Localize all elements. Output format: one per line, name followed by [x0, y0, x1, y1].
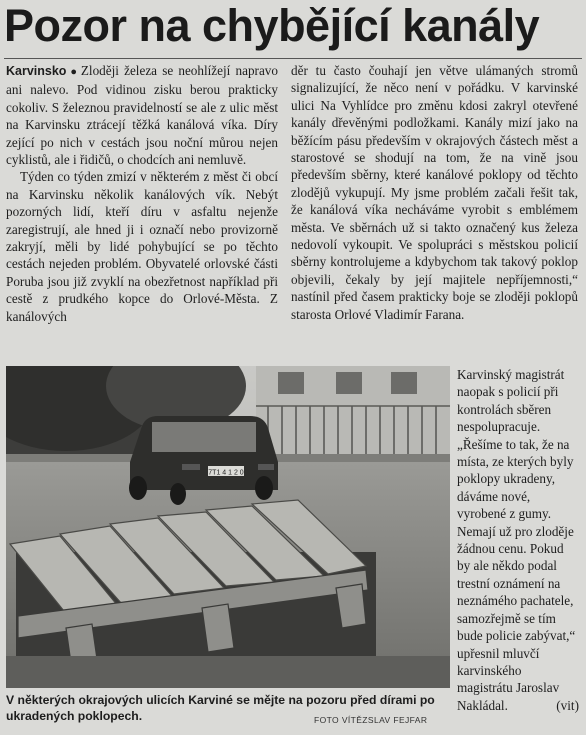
column-1	[6, 62, 278, 362]
paragraph-1-text: Zloději železa se neohlížejí napravo ani nalevo. Pod vidinou zisku berou prakticky cokoliv. S železnou pravidelností se ale z ulic měst na Karvinsku ztrácejí těžká kanálová víka. Díry zející po nich v cestách jsou noční můrou nejen cyklistů, ale i řidičů, o chodcích ani nemluvě.	[6, 63, 278, 168]
paragraph-1	[6, 62, 278, 168]
paragraph-2: Týden co týden zmizí v některém z měst či obcí na Karvinsku několik kanálových vík. Nebýt pozorných lidí, kteří díru v asfaltu nejenže zaregistrují, ale hned ji i označí nebo provizorně zakryjí, měli by lidé pohybující se po těchto cestách nejeden problém. Obyvatelé orlovské části Poruba jsou již zvyklí na obezřetnost například při cestě z prudkého kopce do Orlové-Města. Z kanálových	[6, 169, 278, 324]
author-tag: (vit)	[556, 697, 579, 713]
column-2	[291, 62, 578, 368]
column-3	[457, 366, 579, 734]
news-photo	[6, 366, 450, 688]
headline-rule	[4, 58, 582, 59]
photo-credit: FOTO VÍTĚZSLAV FEJFAR	[314, 715, 428, 725]
license-plate: 7T1 4 1 2 0	[208, 469, 244, 477]
paragraph-4: Karvinský magistrát naopak s policií při kontrolách sběren nespolupracuje. „Řešíme to tak, že na místa, ze kterých byly poklopy ukradeny, dáváme nové, vyrobené z gumy. Nemají už pro zloděje žádnou cenu. Pokud by ale někdo podal trestní oznámení na neznámého pachatele, samozřejmě se tím bude policie zabývat,“ upřesnil mluvčí karvinského magistrátu Jaroslav Nakládal.	[457, 367, 576, 713]
paragraph-3: děr tu často čouhají jen větve ulámaných stromů signalizující, že něco není v pořádku. V karvinské ulici Na Vyhlídce pro změnu kdosi zakryl otevřené kanály dřevěnými podložkami. Kanály mizí jako na běžícím pásu především v okrajových částech měst a starostové se shodují na tom, že na vině jsou především sběrny, které kanálové poklopy od těchto zlodějů vykupují. My jsme problém začali řešit tak, že kanálová víka necháváme vyrobit s emblémem města. Ve sběrnách už si takto označený kus železa nedovolí vykoupit. Ve spolupráci s městskou policií sběrny kontrolujeme a kdybychom tak takový poklop objevili, čekaly by její majitele nepříjemnosti,“ nastínil před časem prakticky boje se zloději poklopů starosta Orlové Vladimír Farana.	[291, 63, 578, 322]
headline: Pozor na chybějící kanály	[4, 0, 540, 51]
bullet-icon: ●	[68, 66, 79, 78]
dateline: Karvinsko	[6, 64, 67, 78]
photo-caption: V některých okrajových ulicích Karviné se mějte na pozoru před dírami po ukradených poklopech.	[6, 693, 435, 723]
